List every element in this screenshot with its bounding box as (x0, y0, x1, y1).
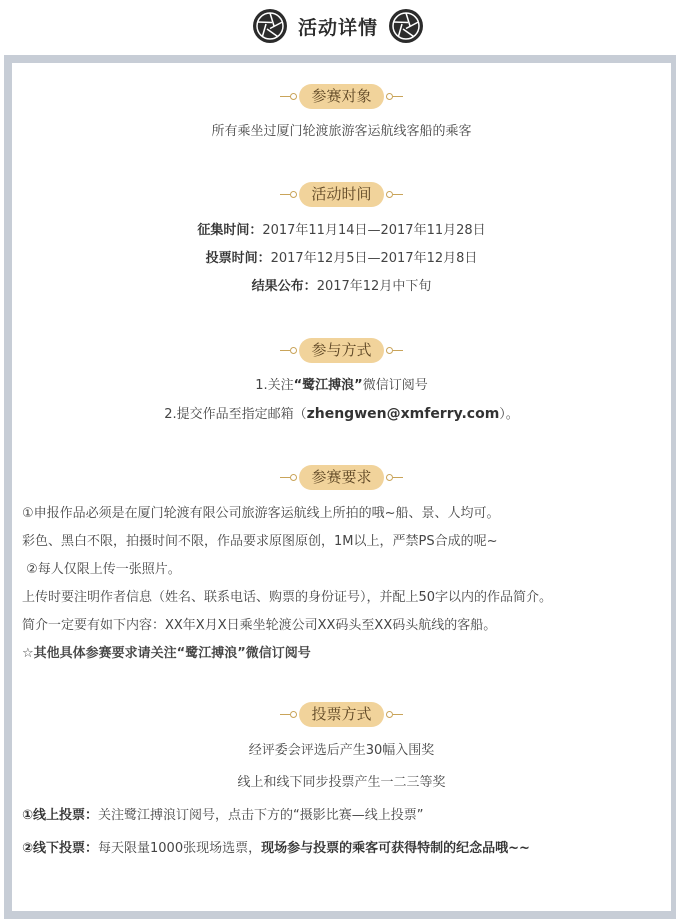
section-title-target (12, 83, 671, 109)
requirement-note: ☆其他具体参赛要求请关注“鹭江搏浪”微信订阅号 (22, 646, 311, 661)
time-row-vote (12, 249, 671, 269)
camera-aperture-icon (388, 8, 424, 44)
section-title-time (12, 181, 671, 207)
voting-offline-text: 每天限量1000张现场选票， (98, 841, 262, 856)
page-header (0, 0, 676, 52)
account-name: “鹭江搏浪” (293, 378, 363, 393)
time-row-result (12, 277, 671, 297)
voting-online (22, 806, 662, 826)
method-text: 2.提交作品至指定邮箱（ (164, 407, 307, 422)
method-text: 1.关注 (255, 378, 294, 393)
time-label: 结果公布： (251, 279, 317, 294)
time-value: 2017年12月中下旬 (316, 279, 432, 294)
section-title-label: 参与方式 (299, 338, 383, 363)
section-title-method (12, 337, 671, 363)
section-title-voting (12, 701, 671, 727)
section-title-label: 参赛对象 (299, 84, 383, 109)
time-label: 投票时间： (205, 251, 271, 266)
time-row-collect (12, 221, 671, 241)
voting-online-label: ①线上投票： (22, 808, 99, 823)
method-line-1 (12, 376, 671, 396)
time-label: 征集时间： (197, 223, 263, 238)
page-title: 活动详情 (297, 16, 378, 39)
voting-line-1: 经评委会评选后产生30幅入围奖 (248, 743, 435, 758)
requirement-line: 彩色、黑白不限，拍摄时间不限，作品要求原图原创，1M以上，严禁PS合成的呢~ (22, 534, 498, 549)
voting-offline-bold: 现场参与投票的乘客可获得特制的纪念品哦~~ (261, 841, 530, 856)
section-title-label: 活动时间 (299, 182, 383, 207)
method-text: ）。 (499, 407, 519, 422)
target-text: 所有乘坐过厦门轮渡旅游客运航线客船的乘客 (211, 124, 472, 139)
voting-online-text: 关注鹭江搏浪订阅号，点击下方的“摄影比赛—线上投票” (98, 808, 424, 823)
time-value: 2017年11月14日—2017年11月28日 (262, 223, 486, 238)
section-title-label: 参赛要求 (299, 465, 383, 490)
voting-offline-label: ②线下投票： (22, 841, 99, 856)
voting-offline (22, 839, 662, 859)
time-value: 2017年12月5日—2017年12月8日 (270, 251, 478, 266)
section-title-label: 投票方式 (299, 702, 383, 727)
method-line-2 (12, 404, 671, 424)
camera-aperture-icon (252, 8, 288, 44)
requirement-line: ①申报作品必须是在厦门轮渡有限公司旅游客运航线上所拍的哦~船、景、人均可。 (22, 506, 500, 521)
voting-line-2: 线上和线下同步投票产生一二三等奖 (237, 775, 446, 790)
requirement-line: 简介一定要有如下内容：XX年X月X日乘坐轮渡公司XX码头至XX码头航线的客船。 (22, 618, 497, 633)
requirement-line: 上传时要注明作者信息（姓名、联系电话、购票的身份证号），并配上50字以内的作品简介。 (22, 590, 553, 605)
details-panel (4, 55, 676, 919)
submission-email[interactable]: zhengwen@xmferry.com (306, 406, 500, 422)
requirement-line: ②每人仅限上传一张照片。 (22, 562, 181, 577)
section-title-requirements (12, 464, 671, 490)
method-text: 微信订阅号 (362, 378, 428, 393)
